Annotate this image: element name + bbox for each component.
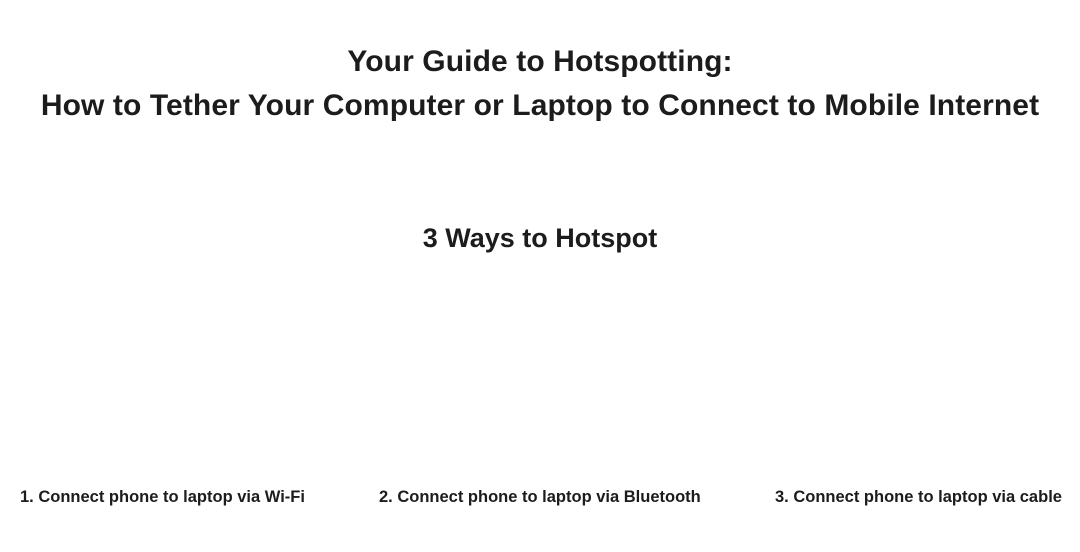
caption-row (0, 488, 1080, 518)
title-line-2: How to Tether Your Computer or Laptop to Connect to Mobile Internet (40, 88, 1040, 122)
page-title (0, 44, 1080, 124)
title-line-1: Your Guide to Hotspotting: (347, 45, 733, 78)
caption-item-2: 2. Connect phone to laptop via Bluetooth (379, 488, 701, 506)
caption-item-3: 3. Connect phone to laptop via cable (775, 488, 1062, 506)
section-subtitle: 3 Ways to Hotspot (422, 223, 658, 253)
caption-item-1: 1. Connect phone to laptop via Wi-Fi (20, 488, 305, 506)
